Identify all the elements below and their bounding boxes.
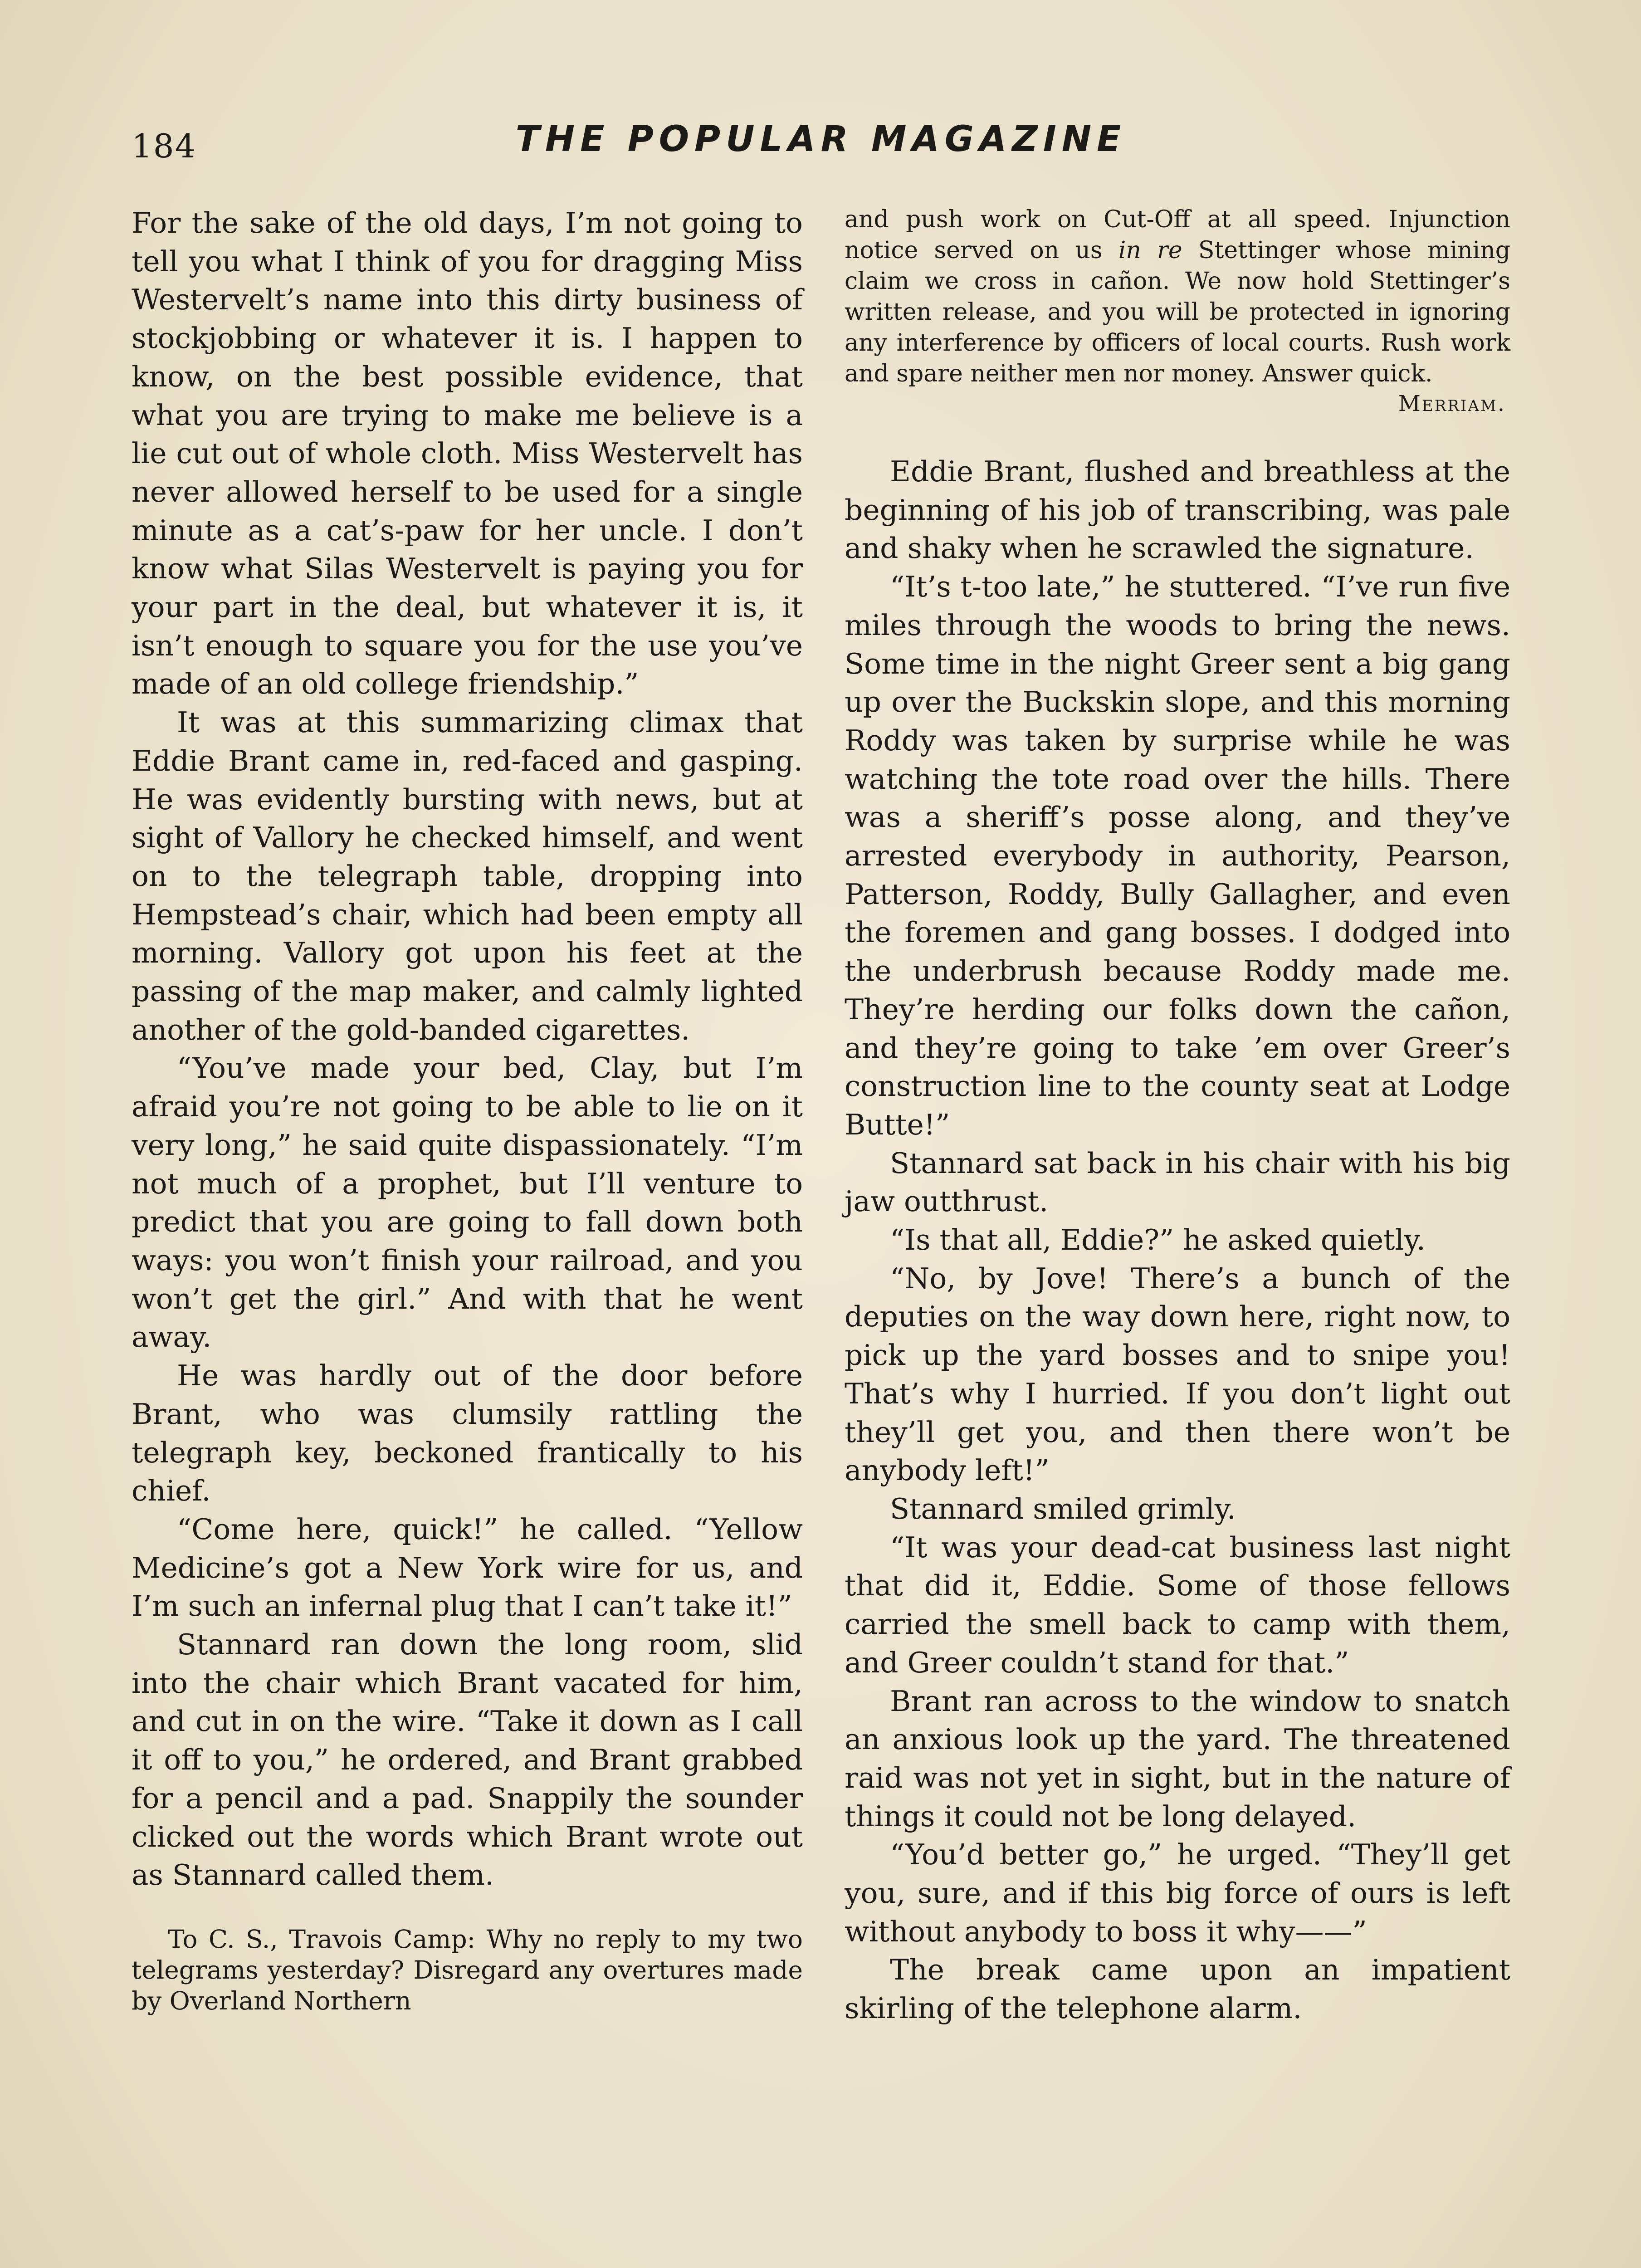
paragraph: “It was your dead-cat business last night that did it, Eddie. Some of those fellows carried the smell back to camp with them, and Greer couldn’t stand for that.” (845, 1530, 1510, 1679)
paragraph: Stannard sat back in his chair with his big jaw outthrust. (845, 1146, 1510, 1218)
right-column (845, 204, 1510, 2028)
left-column (132, 204, 803, 2016)
paragraph: “You’ve made your bed, Clay, but I’m afraid you’re not going to be able to lie on it very long,” he said quite dispassionately. “I’m not much of a prophet, but I’ll venture to predict that you are going to fall down both ways: you won’t finish your railroad, and you won’t get the girl.” And with that he went away. (132, 1051, 803, 1354)
paragraph: Eddie Brant, flushed and breathless at the beginning of his job of transcribing, was pale and shaky when he scrawled the signature. (845, 455, 1510, 565)
paragraph: “No, by Jove! There’s a bunch of the deputies on the way down here, right now, to pick up the yard bosses and to snipe you! That’s why I hurried. If you don’t light out they’ll get you, and then there won’t be anybody left!” (845, 1261, 1510, 1487)
telegram-text: and push work on Cut-Off at all speed. Injunction notice served on us (845, 206, 1510, 264)
page-number: 184 (132, 127, 197, 165)
paragraph: “Come here, quick!” he called. “Yellow Medicine’s got a New York wire for us, and I’m such an infernal plug that I can’t take it!” (132, 1512, 803, 1623)
paragraph: Stannard ran down the long room, slid into the chair which Brant vacated for him, and cut in on the wire. “Take it down as I call it off to you,” he ordered, and Brant grabbed for a pencil and a pad. Snappily the sounder clicked out the words which Brant wrote out as Stannard called them. (132, 1628, 803, 1892)
telegram-italic: in re (1118, 237, 1182, 264)
telegram-continuation (845, 204, 1510, 389)
paragraph: “You’d better go,” he urged. “They’ll get you, sure, and if this big force of ours is left without anybody to boss it why——” (845, 1838, 1510, 1948)
paragraph: “It’s t-too late,” he stuttered. “I’ve run five miles through the woods to bring the news. Some time in the night Greer sent a big gang up over the Buckskin slope, and this morning Roddy was taken by surprise while he was watching the tote road over the hills. There was a sheriff’s posse along, and they’ve arrested everybody in authority, Pearson, Patterson, Roddy, Bully Gallagher, and even the foremen and gang bosses. I dodged into the underbrush because Roddy made me. They’re herding our folks down the cañon, and they’re going to take ’em over Greer’s construction line to the county seat at Lodge Butte!” (845, 570, 1510, 1141)
paragraph: He was hardly out of the door before Brant, who was clumsily rattling the telegraph key, beckoned frantically to his chief. (132, 1359, 803, 1508)
paragraph: Brant ran across to the window to snatch an anxious look up the yard. The threatened raid was not yet in sight, but in the nature of things it could not be long delayed. (845, 1684, 1510, 1833)
paragraph: Stannard smiled grimly. (890, 1492, 1236, 1525)
running-title: THE POPULAR MAGAZINE (515, 119, 1127, 160)
paragraph: For the sake of the old days, I’m not going to tell you what I think of you for dragging Miss Westervelt’s name into this dirty business of stockjobbing or whatever it is. I happen to know, on the best possible evidence, that what you are trying to make me believe is a lie cut out of whole cloth. Miss Westervelt has never allowed herself to be used for a single minute as a cat’s-paw for her uncle. I don’t know what Silas Westervelt is paying you for your part in the deal, but whatever it is, it isn’t enough to square you for the use you’ve made of an old college friendship.” (132, 206, 803, 701)
paragraph: “Is that all, Eddie?” he asked quietly. (890, 1223, 1426, 1257)
right-column-body (845, 453, 1510, 2028)
paragraph: It was at this summarizing climax that Eddie Brant came in, red-faced and gasping. He was evidently bursting with news, but at sight of Vallory he checked himself, and went on to the telegraph table, dropping into Hempstead’s chair, which had been empty all morning. Vallory got upon his feet at the passing of the map maker, and calmly lighted another of the gold-banded cigarettes. (132, 706, 803, 1046)
telegram-text: To C. S., Travois Camp: Why no reply to my two telegrams yesterday? Disregard any overtures made by Overland Northern (132, 1924, 803, 2015)
telegram-text: Stettinger whose mining claim we cross in cañon. We now hold Stettinger’s written release, and you will be protected in ignoring any interference by officers of local courts. Rush work and spare neither men nor money. Answer quick. (845, 237, 1510, 387)
telegram-signature: Merriam. (1398, 391, 1506, 416)
paragraph: The break came upon an impatient skirling of the telephone alarm. (845, 1953, 1510, 2025)
page-header (132, 119, 1510, 169)
